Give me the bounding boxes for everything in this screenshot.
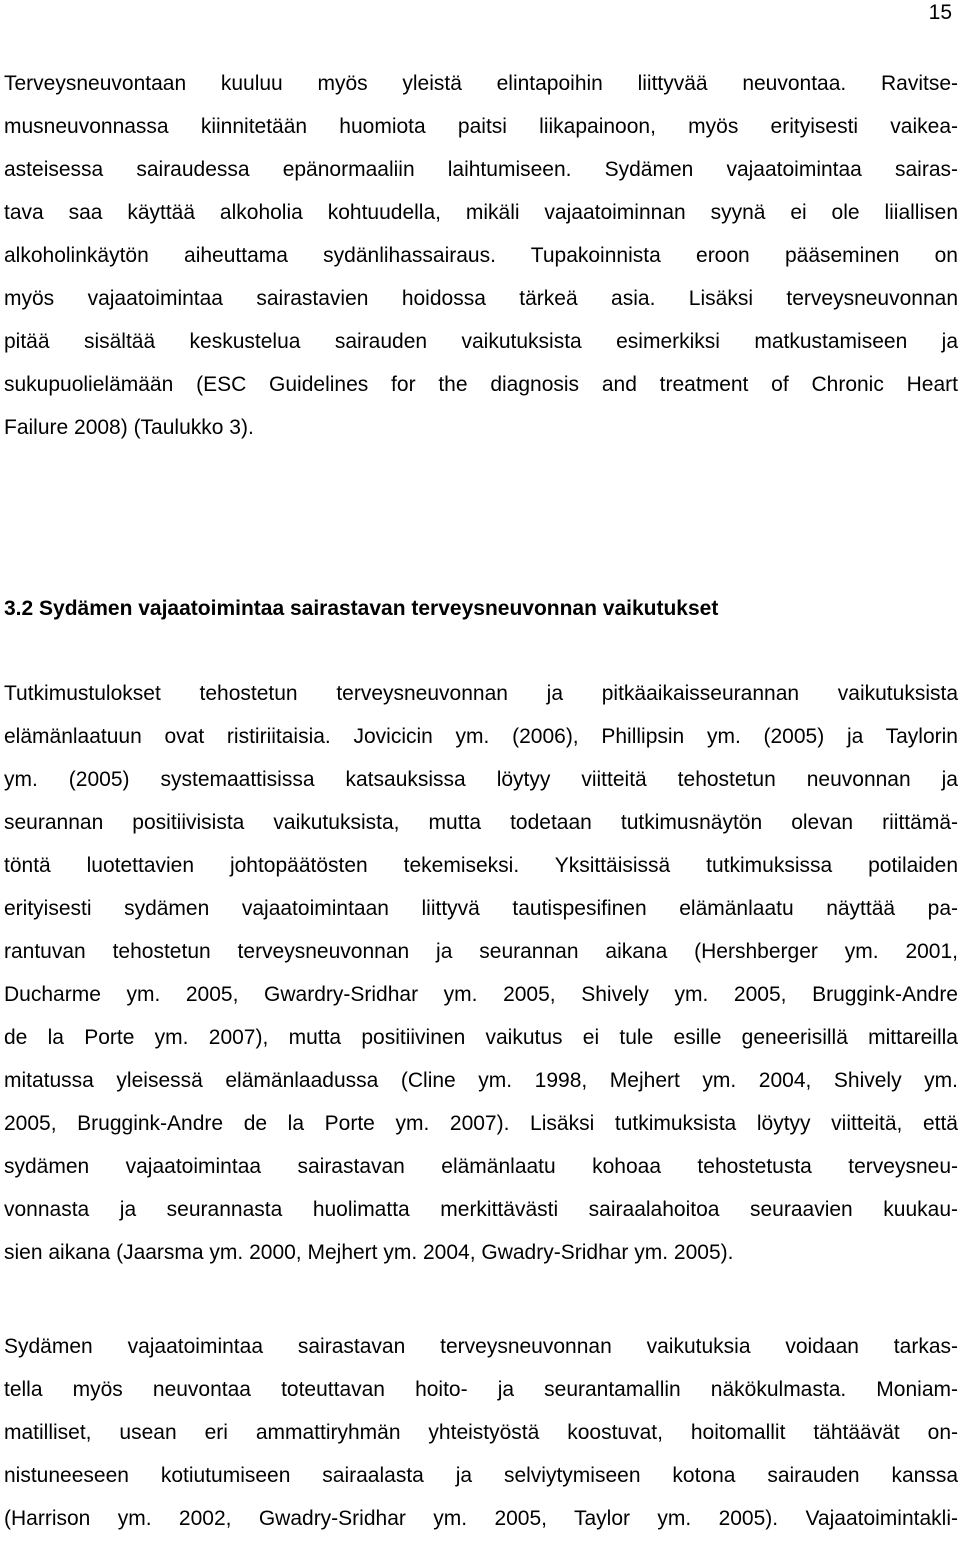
text-line: 2005, Bruggink-Andre de la Porte ym. 2007). Lisäksi tutkimuksista löytyy viitteitä, että [4,1112,958,1135]
text-line: Ducharme ym. 2005, Gwardry-Sridhar ym. 2005, Shively ym. 2005, Bruggink-Andre [4,983,958,1006]
text-line: töntä luotettavien johtopäätösten tekemiseksi. Yksittäisissä tutkimuksissa potilaiden [4,854,958,877]
text-line: erityisesti sydämen vajaatoimintaan liittyvä tautispesifinen elämänlaatu näyttää pa- [4,897,958,920]
text-line: tava saa käyttää alkoholia kohtuudella, mikäli vajaatoiminnan syynä ei ole liiallisen [4,201,958,224]
text-line: (Harrison ym. 2002, Gwadry-Sridhar ym. 2005, Taylor ym. 2005). Vajaatoimintakli- [4,1507,958,1530]
text-line: de la Porte ym. 2007), mutta positiivinen vaikutus ei tule esille geneerisillä mittareilla [4,1026,958,1049]
text-line: seurannan positiivisista vaikutuksista, mutta todetaan tutkimusnäytön olevan riittämä- [4,811,958,834]
text-line: sydämen vajaatoimintaa sairastavan elämänlaatu kohoaa tehostetusta terveysneu- [4,1155,958,1178]
text-line: sien aikana (Jaarsma ym. 2000, Mejhert ym. 2004, Gwadry-Sridhar ym. 2005). [4,1241,734,1264]
text-line: musneuvonnassa kiinnitetään huomiota paitsi liikapainoon, myös erityisesti vaikea- [4,115,958,138]
text-line: Terveysneuvontaan kuuluu myös yleistä elintapoihin liittyvää neuvontaa. Ravitse- [4,72,958,95]
page-number: 15 [928,1,952,24]
text-line: alkoholinkäytön aiheuttama sydänlihassairaus. Tupakoinnista eroon pääseminen on [4,244,958,267]
section-heading: 3.2 Sydämen vajaatoimintaa sairastavan terveysneuvonnan vaikutukset [4,597,719,620]
text-line: tella myös neuvontaa toteuttavan hoito- ja seurantamallin näkökulmasta. Moniam- [4,1378,958,1401]
text-line: sukupuolielämään (ESC Guidelines for the diagnosis and treatment of Chronic Heart [4,373,958,396]
text-line: Sydämen vajaatoimintaa sairastavan terveysneuvonnan vaikutuksia voidaan tarkas- [4,1335,958,1358]
text-line: ym. (2005) systemaattisissa katsauksissa löytyy viitteitä tehostetun neuvonnan ja [4,768,958,791]
text-line: Tutkimustulokset tehostetun terveysneuvonnan ja pitkäaikaisseurannan vaikutuksista [4,682,958,705]
text-line: nistuneeseen kotiutumiseen sairaalasta ja selviytymiseen kotona sairauden kanssa [4,1464,958,1487]
text-line: elämänlaatuun ovat ristiriitaisia. Jovicicin ym. (2006), Phillipsin ym. (2005) ja Taylorin [4,725,958,748]
text-line: asteisessa sairaudessa epänormaaliin laihtumiseen. Sydämen vajaatoimintaa sairas- [4,158,958,181]
text-line: pitää sisältää keskustelua sairauden vaikutuksista esimerkiksi matkustamiseen ja [4,330,958,353]
text-line: myös vajaatoimintaa sairastavien hoidossa tärkeä asia. Lisäksi terveysneuvonnan [4,287,958,310]
text-line: matilliset, usean eri ammattiryhmän yhteistyöstä koostuvat, hoitomallit tähtäävät on- [4,1421,958,1444]
text-line: vonnasta ja seurannasta huolimatta merkittävästi sairaalahoitoa seuraavien kuukau- [4,1198,958,1221]
text-line: rantuvan tehostetun terveysneuvonnan ja seurannan aikana (Hershberger ym. 2001, [4,940,958,963]
text-line: mitatussa yleisessä elämänlaadussa (Cline ym. 1998, Mejhert ym. 2004, Shively ym. [4,1069,958,1092]
text-line: Failure 2008) (Taulukko 3). [4,416,254,439]
